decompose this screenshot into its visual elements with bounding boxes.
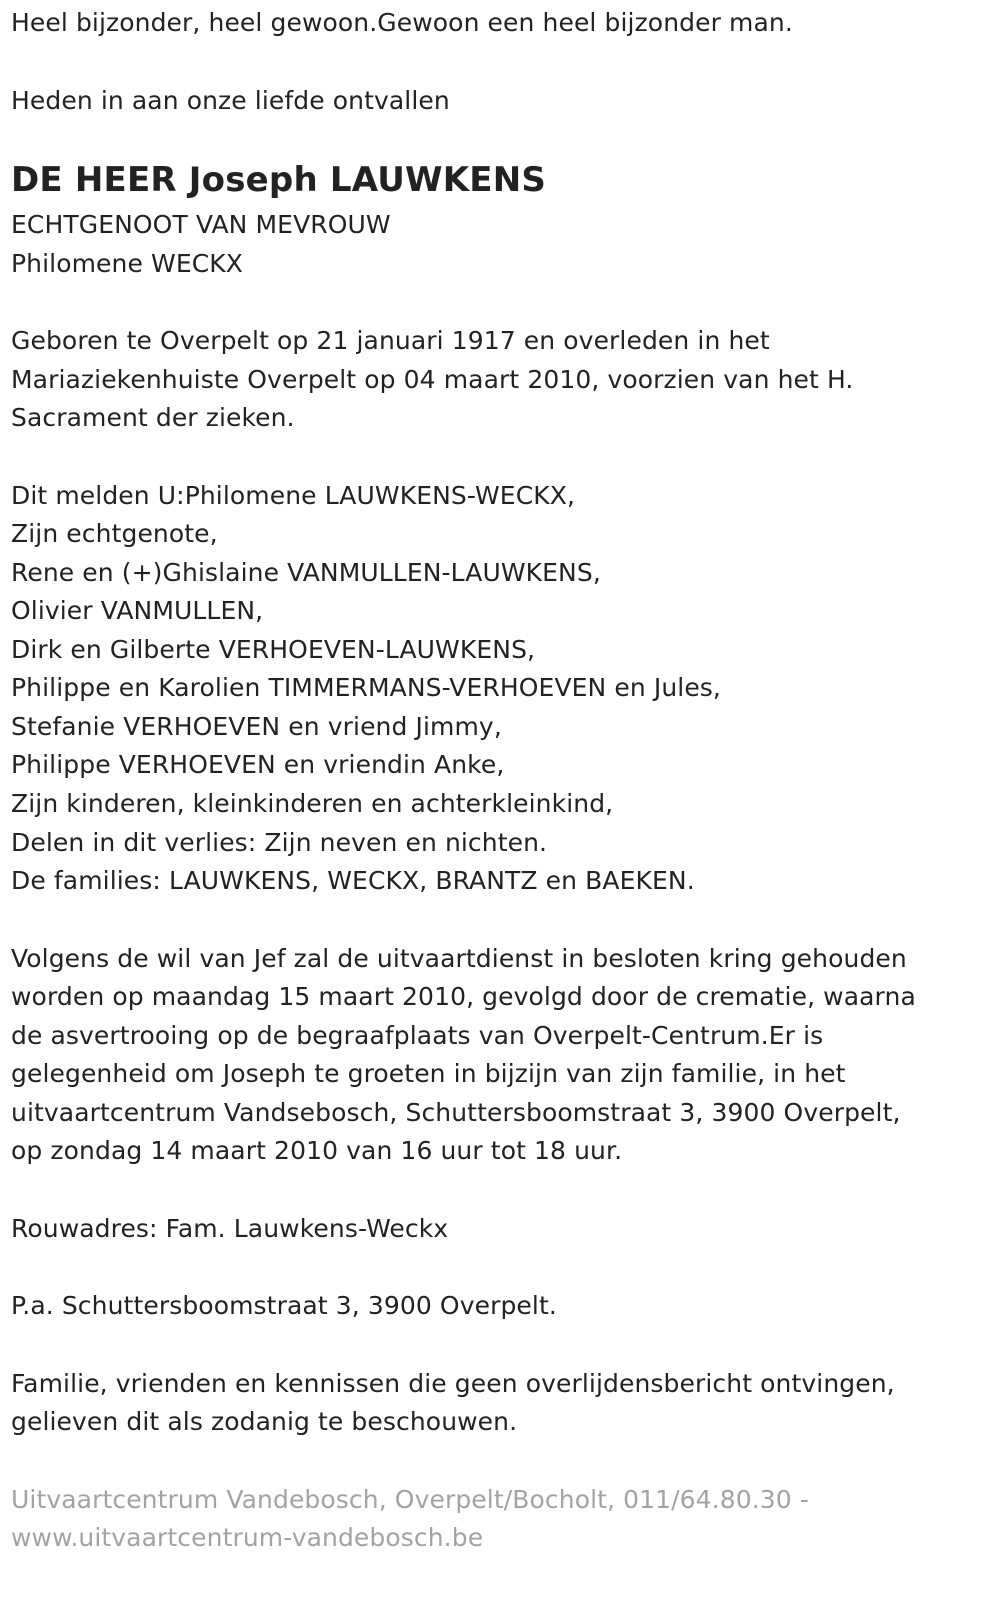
- family-line: Dirk en Gilberte VERHOEVEN-LAUWKENS,: [11, 635, 536, 664]
- service-line: op zondag 14 maart 2010 van 16 uur tot 18 uur.: [11, 1136, 623, 1165]
- deceased-name: DE HEER Joseph LAUWKENS: [11, 160, 547, 200]
- funeral-home-info: Uitvaartcentrum Vandebosch, Overpelt/Bocholt, 011/64.80.30 -: [11, 1485, 809, 1514]
- family-line: Zijn echtgenote,: [11, 519, 218, 548]
- spouse-name: Philomene WECKX: [11, 249, 244, 278]
- family-line: Rene en (+)Ghislaine VANMULLEN-LAUWKENS,: [11, 558, 601, 587]
- family-line: Zijn kinderen, kleinkinderen en achterkleinkind,: [11, 789, 614, 818]
- birth-death-line: Mariaziekenhuiste Overpelt op 04 maart 2010, voorzien van het H.: [11, 365, 854, 394]
- service-line: uitvaartcentrum Vandsebosch, Schuttersboomstraat 3, 3900 Overpelt,: [11, 1098, 901, 1127]
- announcement: Heden in aan onze liefde ontvallen: [11, 86, 450, 115]
- closing-line: gelieven dit als zodanig te beschouwen.: [11, 1407, 518, 1436]
- spouse-label: ECHTGENOOT VAN MEVROUW: [11, 210, 391, 239]
- family-line: Olivier VANMULLEN,: [11, 596, 264, 625]
- service-line: Volgens de wil van Jef zal de uitvaartdienst in besloten kring gehouden: [11, 944, 907, 973]
- service-line: gelegenheid om Joseph te groeten in bijzijn van zijn familie, in het: [11, 1059, 846, 1088]
- family-line: De families: LAUWKENS, WECKX, BRANTZ en BAEKEN.: [11, 866, 695, 895]
- postal-address: P.a. Schuttersboomstraat 3, 3900 Overpelt.: [11, 1291, 557, 1320]
- closing-line: Familie, vrienden en kennissen die geen overlijdensbericht ontvingen,: [11, 1369, 895, 1398]
- motto: Heel bijzonder, heel gewoon.Gewoon een heel bijzonder man.: [11, 8, 793, 37]
- rouwadres: Rouwadres: Fam. Lauwkens-Weckx: [11, 1214, 449, 1243]
- birth-death-line: Sacrament der zieken.: [11, 403, 295, 432]
- family-line: Stefanie VERHOEVEN en vriend Jimmy,: [11, 712, 502, 741]
- service-line: de asvertrooing op de begraafplaats van Overpelt-Centrum.Er is: [11, 1021, 824, 1050]
- family-line: Dit melden U:Philomene LAUWKENS-WECKX,: [11, 481, 576, 510]
- service-line: worden op maandag 15 maart 2010, gevolgd door de crematie, waarna: [11, 982, 916, 1011]
- funeral-home-website[interactable]: www.uitvaartcentrum-vandebosch.be: [11, 1523, 484, 1552]
- family-line: Delen in dit verlies: Zijn neven en nichten.: [11, 828, 548, 857]
- family-line: Philippe en Karolien TIMMERMANS-VERHOEVEN en Jules,: [11, 673, 721, 702]
- birth-death-line: Geboren te Overpelt op 21 januari 1917 en overleden in het: [11, 326, 770, 355]
- family-line: Philippe VERHOEVEN en vriendin Anke,: [11, 750, 505, 779]
